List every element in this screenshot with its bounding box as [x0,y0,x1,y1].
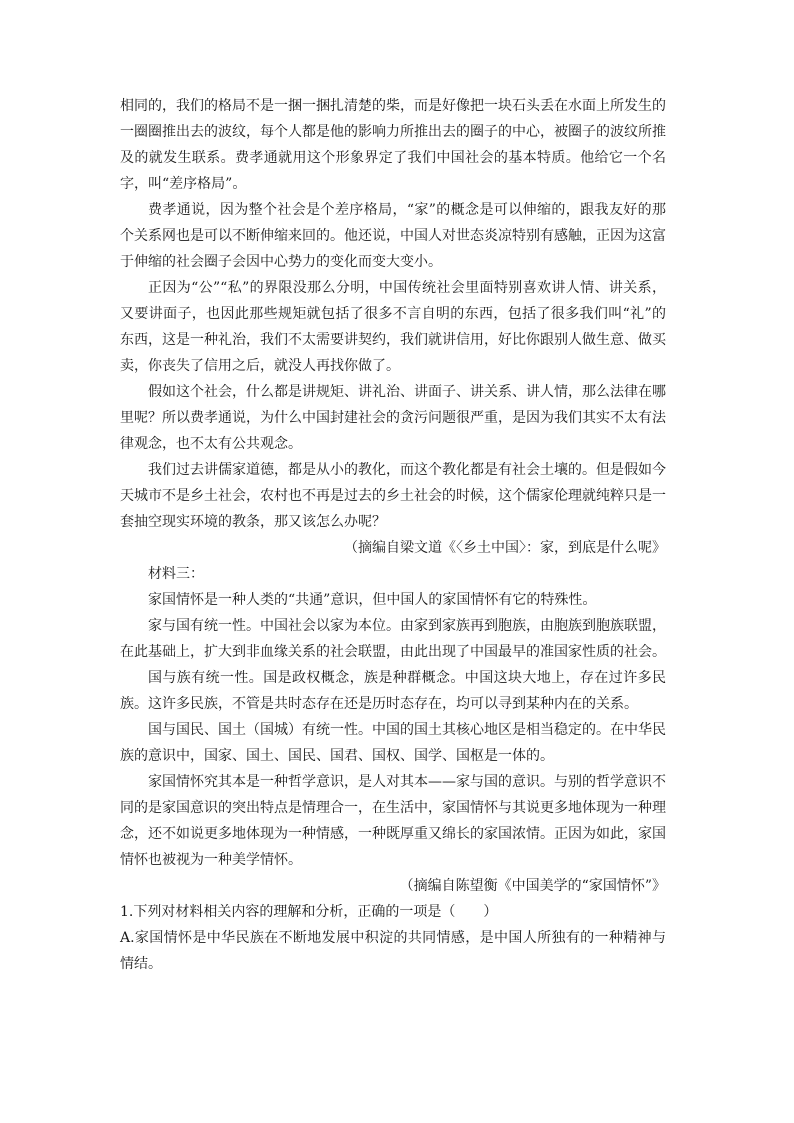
question-stem: 1.下列对材料相关内容的理解和分析，正确的一项是（ ） [120,904,498,920]
source-citation-1: （摘编自梁文道《〈乡土中国〉：家，到底是什么呢》 [344,540,666,556]
material-heading: 材料三： [148,566,204,582]
paragraph-2: 费孝通说，因为整个社会是个差序格局，“家”的概念是可以伸缩的，跟我友好的那个关系网也是可以不断伸缩来回的。他还说，中国人对世态炎凉特别有感触，正因为这富于伸缩的社会圈子会因中心势力的变化而变大变小。 [120,202,666,270]
paragraph-1: 相同的，我们的格局不是一捆一捆扎清楚的柴，而是好像把一块石头丢在水面上所发生的一圈圈推出去的波纹，每个人都是他的影响力所推出去的圈子的中心，被圈子的波纹所推及的就发生联系。费孝通就用这个形象界定了我们中国社会的基本特质。他给它一个名字，叫“差序格局”。 [120,98,666,192]
source-citation-2: （摘编自陈望衡《中国美学的“家国情怀”》 [399,878,666,894]
paragraph-7: 家与国有统一性。中国社会以家为本位。由家到家族再到胞族，由胞族到胞族联盟，在此基础上，扩大到非血缘关系的社会联盟，由此出现了中国最早的准国家性质的社会。 [120,618,666,660]
paragraph-4: 假如这个社会，什么都是讲规矩、讲礼治、讲面子、讲关系、讲人情，那么法律在哪里呢？所以费孝通说，为什么中国封建社会的贪污问题很严重，是因为我们其实不太有法律观念，也不太有公共观念。 [120,384,666,452]
paragraph-3: 正因为“公”“私”的界限没那么分明，中国传统社会里面特别喜欢讲人情、讲关系，又要讲面子，也因此那些规矩就包括了很多不言自明的东西，包括了很多我们叫“礼”的东西，这是一种礼治，我们不太需要讲契约，我们就讲信用，好比你跟别人做生意、做买卖，你丧失了信用之后，就没人再找你做了。 [120,280,666,374]
paragraph-9: 国与国民、国土（国城）有统一性。中国的国土其核心地区是相当稳定的。在中华民族的意识中，国家、国土、国民、国君、国权、国学、国枢是一体的。 [120,722,666,764]
option-a: A.家国情怀是中华民族在不断地发展中积淀的共同情感，是中国人所独有的一种精神与情结。 [120,930,666,972]
document-page [120,93,666,977]
paragraph-5: 我们过去讲儒家道德，都是从小的教化，而这个教化都是有社会土壤的。但是假如今天城市不是乡土社会，农村也不再是过去的乡土社会的时候，这个儒家伦理就纯粹只是一套抽空现实环境的教条，那又该怎么办呢？ [120,462,666,530]
paragraph-8: 国与族有统一性。国是政权概念，族是种群概念。中国这块大地上，存在过许多民族。这许多民族，不管是共时态存在还是历时态存在，均可以寻到某种内在的关系。 [120,670,666,712]
paragraph-10: 家国情怀究其本是一种哲学意识，是人对其本——家与国的意识。与别的哲学意识不同的是家国意识的突出特点是情理合一，在生活中，家国情怀与其说更多地体现为一种理念，还不如说更多地体现为一种情感，一种既厚重又绵长的家国浓情。正因为如此，家国情怀也被视为一种美学情怀。 [120,774,666,868]
paragraph-6: 家国情怀是一种人类的“共通”意识，但中国人的家国情怀有它的特殊性。 [148,592,597,608]
